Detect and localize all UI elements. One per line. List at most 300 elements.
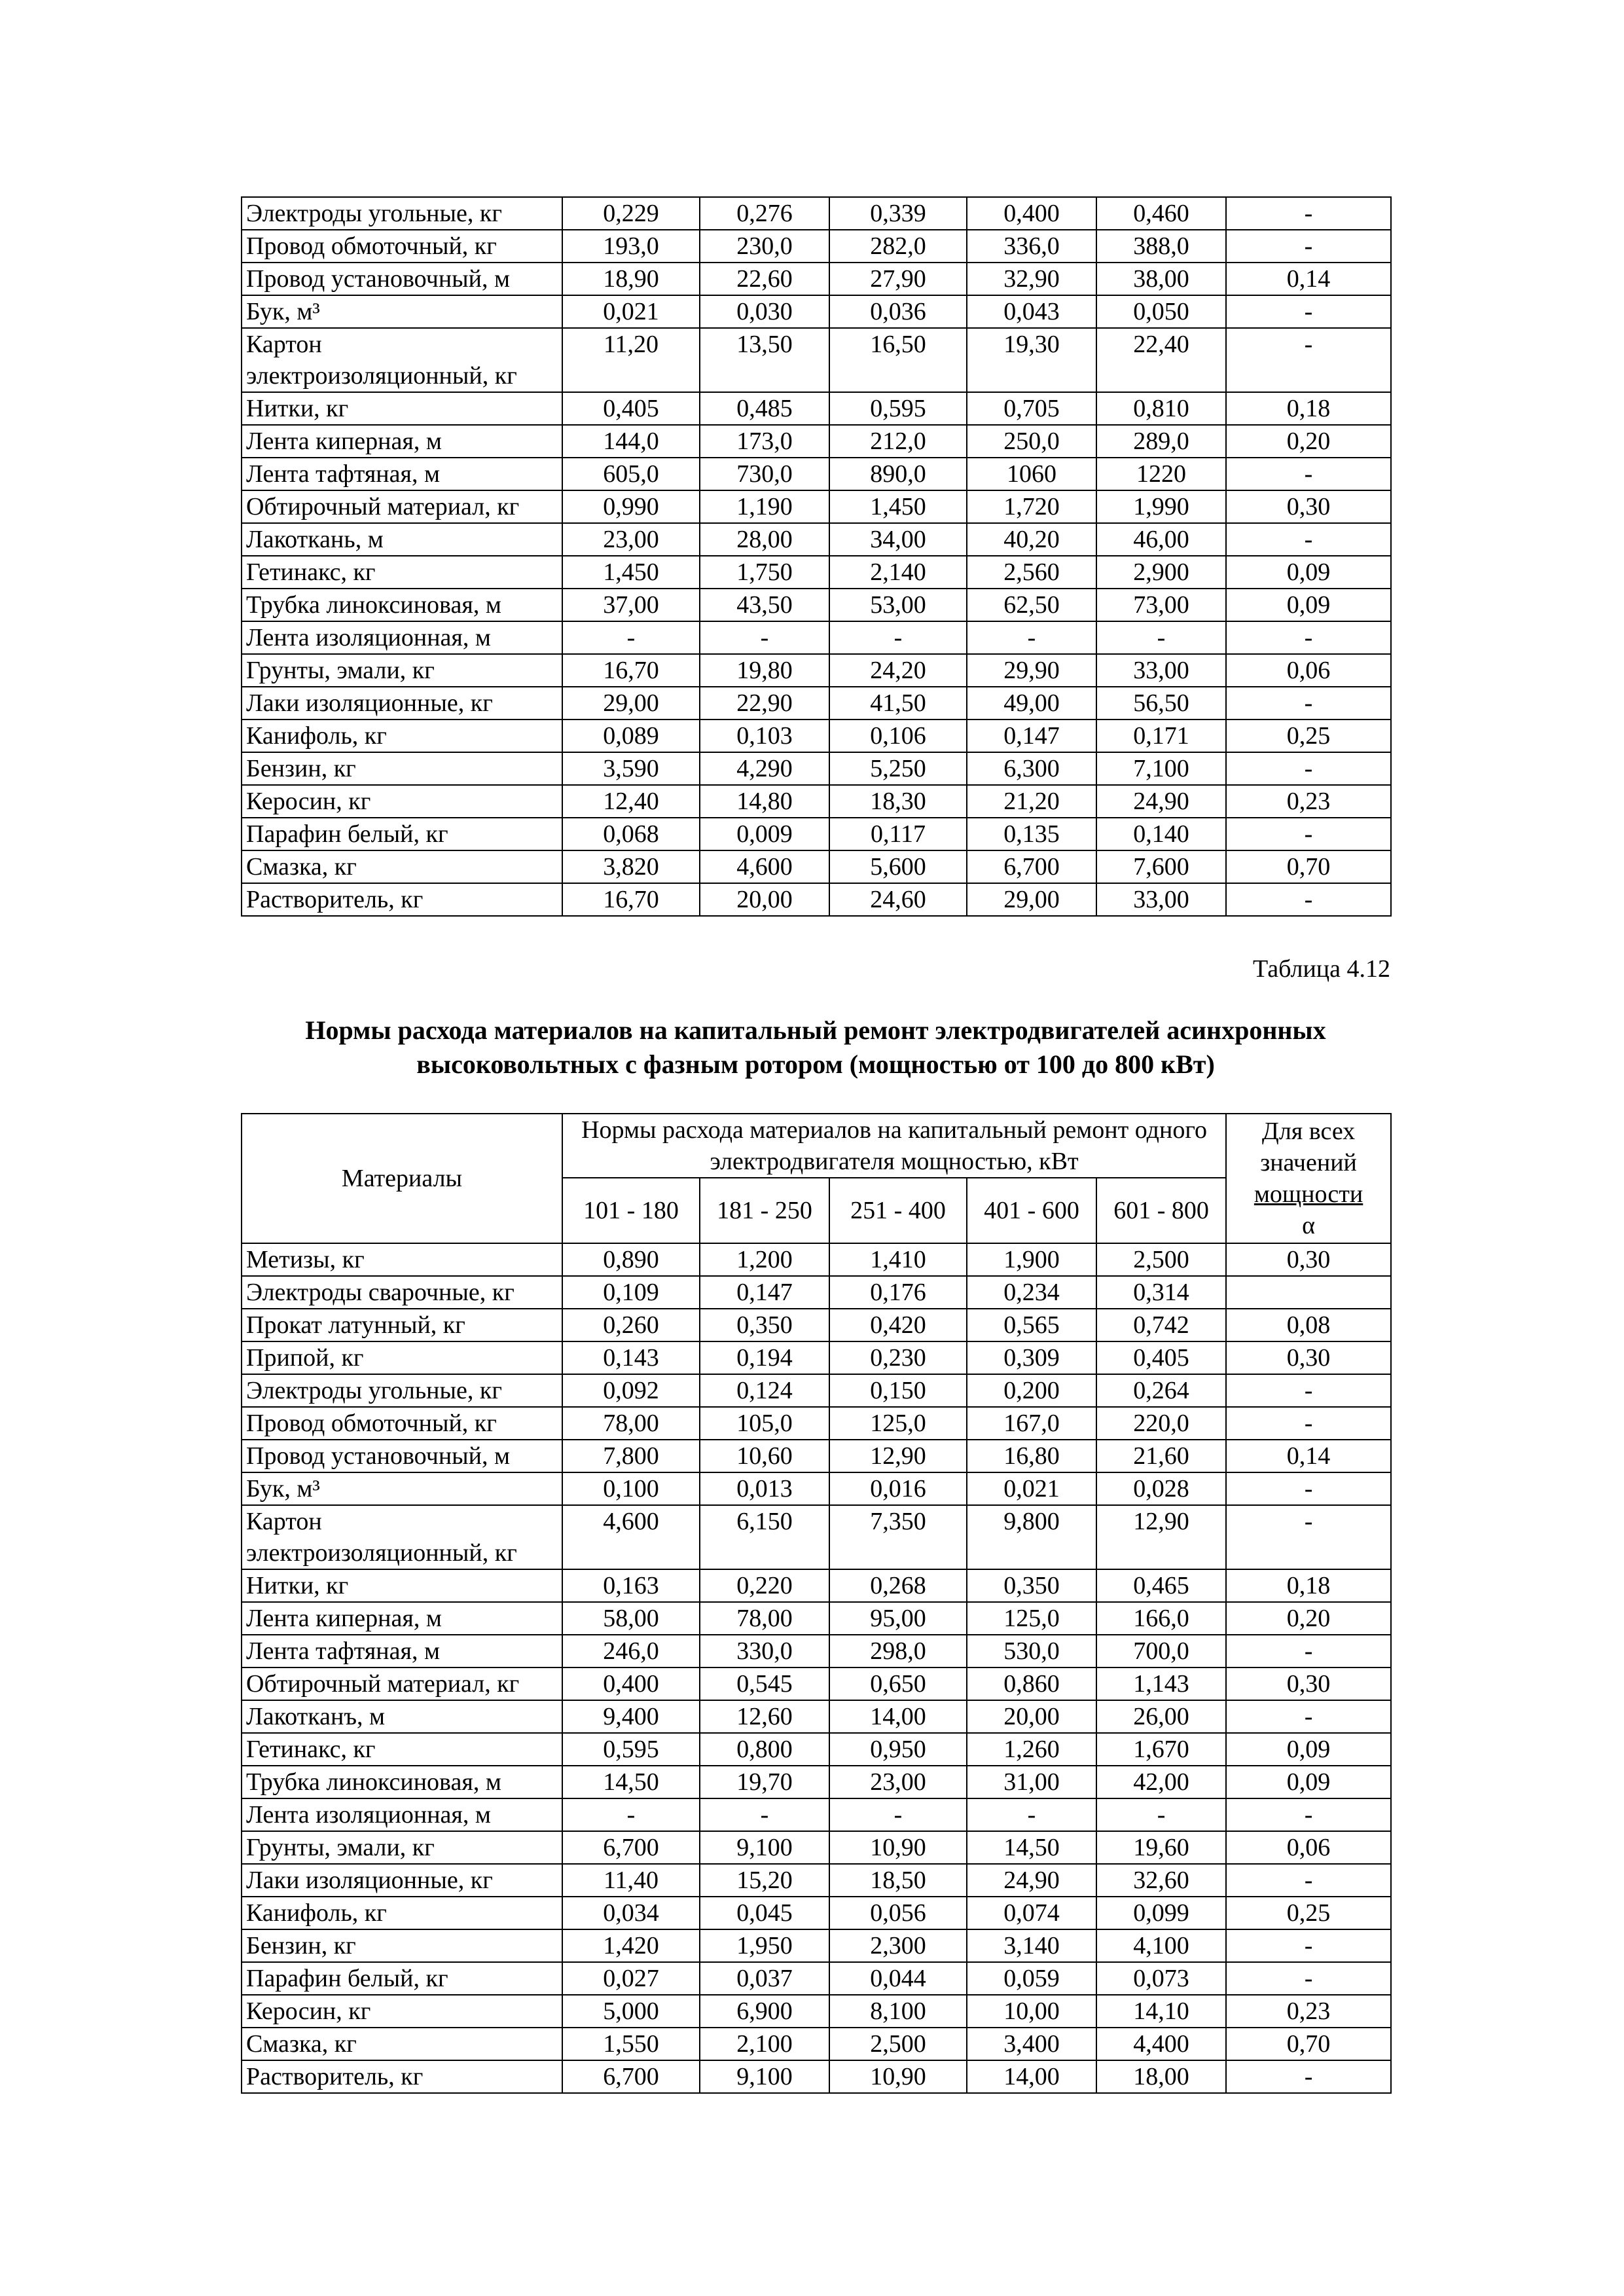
value-cell: -	[700, 1798, 829, 1831]
value-cell: -	[1096, 621, 1226, 654]
table-row	[242, 230, 1391, 263]
alpha-cell: -	[1226, 687, 1391, 720]
value-cell: 9,100	[700, 2060, 829, 2093]
value-cell: 336,0	[967, 230, 1096, 263]
value-cell: 12,60	[700, 1700, 829, 1733]
value-cell: 125,0	[967, 1602, 1096, 1635]
value-cell: 890,0	[829, 458, 967, 490]
table-row	[242, 1407, 1391, 1440]
value-cell: 0,037	[700, 1962, 829, 1995]
value-cell: 700,0	[1096, 1635, 1226, 1667]
material-name-cell: Лакоткань, м	[242, 523, 562, 556]
value-cell: 2,500	[829, 2028, 967, 2060]
value-cell: 4,600	[700, 850, 829, 883]
value-cell: 0,650	[829, 1667, 967, 1700]
value-cell: 22,40	[1096, 328, 1226, 392]
table-top-body	[242, 197, 1391, 916]
alpha-cell: 0,23	[1226, 1995, 1391, 2028]
value-cell: 0,276	[700, 197, 829, 230]
value-cell: 1,670	[1096, 1733, 1226, 1766]
value-cell: 13,50	[700, 328, 829, 392]
value-cell: -	[1096, 1798, 1226, 1831]
alpha-cell: -	[1226, 1635, 1391, 1667]
value-cell: 0,400	[967, 197, 1096, 230]
material-name-cell: Грунты, эмали, кг	[242, 1831, 562, 1864]
value-cell: 33,00	[1096, 654, 1226, 687]
value-cell: 0,234	[967, 1276, 1096, 1309]
table-row	[242, 328, 1391, 392]
value-cell: 0,860	[967, 1667, 1096, 1700]
alpha-cell: -	[1226, 1864, 1391, 1897]
value-cell: 28,00	[700, 523, 829, 556]
value-cell: 2,100	[700, 2028, 829, 2060]
value-cell: 10,00	[967, 1995, 1096, 2028]
value-cell: 1220	[1096, 458, 1226, 490]
alpha-cell: -	[1226, 197, 1391, 230]
value-cell: 6,300	[967, 752, 1096, 785]
material-name-cell: Картон электроизоляционный, кг	[242, 1505, 562, 1569]
table-row	[242, 1635, 1391, 1667]
value-cell: 0,163	[562, 1569, 700, 1602]
value-cell: 0,045	[700, 1897, 829, 1929]
value-cell: 4,290	[700, 752, 829, 785]
value-cell: 0,485	[700, 392, 829, 425]
alpha-cell: 0,23	[1226, 785, 1391, 818]
material-name-cell: Провод установочный, м	[242, 1440, 562, 1472]
value-cell: 12,90	[829, 1440, 967, 1472]
alpha-cell: -	[1226, 1472, 1391, 1505]
materials-norms-table	[241, 1113, 1392, 2094]
value-cell: 193,0	[562, 230, 700, 263]
material-name-cell: Бензин, кг	[242, 1929, 562, 1962]
value-cell: 43,50	[700, 589, 829, 621]
material-name-cell: Нитки, кг	[242, 392, 562, 425]
alpha-cell: 0,70	[1226, 2028, 1391, 2060]
value-cell: 0,100	[562, 1472, 700, 1505]
value-cell: 0,073	[1096, 1962, 1226, 1995]
alpha-cell: 0,08	[1226, 1309, 1391, 1341]
value-cell: 22,90	[700, 687, 829, 720]
value-cell: 46,00	[1096, 523, 1226, 556]
material-name-cell: Бук, м³	[242, 1472, 562, 1505]
header-power: мощности	[1254, 1180, 1363, 1208]
table-row	[242, 720, 1391, 752]
material-name-cell: Керосин, кг	[242, 1995, 562, 2028]
value-cell: 6,150	[700, 1505, 829, 1569]
value-cell: 1,950	[700, 1929, 829, 1962]
table-number: Таблица 4.12	[1252, 955, 1390, 983]
material-name-cell: Парафин белый, кг	[242, 1962, 562, 1995]
material-name-cell: Парафин белый, кг	[242, 818, 562, 850]
value-cell: 0,027	[562, 1962, 700, 1995]
material-name-cell: Электроды угольные, кг	[242, 1374, 562, 1407]
value-cell: 1,410	[829, 1243, 967, 1276]
value-cell: 1,450	[829, 490, 967, 523]
table-row	[242, 818, 1391, 850]
value-cell: 0,465	[1096, 1569, 1226, 1602]
value-cell: 23,00	[829, 1766, 967, 1798]
value-cell: 0,050	[1096, 295, 1226, 328]
table-row	[242, 654, 1391, 687]
value-cell: 1,143	[1096, 1667, 1226, 1700]
value-cell: 6,700	[562, 2060, 700, 2093]
value-cell: 12,40	[562, 785, 700, 818]
value-cell: 14,80	[700, 785, 829, 818]
value-cell: 38,00	[1096, 263, 1226, 295]
alpha-cell: 0,06	[1226, 654, 1391, 687]
value-cell: 0,021	[967, 1472, 1096, 1505]
table-row	[242, 1569, 1391, 1602]
value-cell: 0,092	[562, 1374, 700, 1407]
value-cell: 3,400	[967, 2028, 1096, 2060]
value-cell: 18,50	[829, 1864, 967, 1897]
value-cell: 15,20	[700, 1864, 829, 1897]
value-cell: 0,420	[829, 1309, 967, 1341]
value-cell: 21,20	[967, 785, 1096, 818]
table-row	[242, 687, 1391, 720]
value-cell: 0,705	[967, 392, 1096, 425]
alpha-cell: 0,14	[1226, 263, 1391, 295]
alpha-cell: -	[1226, 458, 1391, 490]
alpha-cell: -	[1226, 818, 1391, 850]
value-cell: 37,00	[562, 589, 700, 621]
alpha-cell: -	[1226, 1700, 1391, 1733]
value-cell: 73,00	[1096, 589, 1226, 621]
value-cell: -	[562, 1798, 700, 1831]
material-name-cell: Растворитель, кг	[242, 2060, 562, 2093]
table-row	[242, 1798, 1391, 1831]
alpha-cell: -	[1226, 2060, 1391, 2093]
table-row	[242, 1897, 1391, 1929]
value-cell: 0,229	[562, 197, 700, 230]
value-cell: 1,550	[562, 2028, 700, 2060]
value-cell: 0,950	[829, 1733, 967, 1766]
table-row	[242, 1602, 1391, 1635]
value-cell: 105,0	[700, 1407, 829, 1440]
value-cell: 29,00	[562, 687, 700, 720]
table-row	[242, 1995, 1391, 2028]
value-cell: 0,016	[829, 1472, 967, 1505]
value-cell: 0,135	[967, 818, 1096, 850]
value-cell: 1,260	[967, 1733, 1096, 1766]
table-row	[242, 556, 1391, 589]
material-name-cell: Обтирочный материал, кг	[242, 490, 562, 523]
table-row	[242, 458, 1391, 490]
material-name-cell: Лаки изоляционные, кг	[242, 1864, 562, 1897]
value-cell: 78,00	[562, 1407, 700, 1440]
value-cell: 78,00	[700, 1602, 829, 1635]
alpha-cell: 0,30	[1226, 490, 1391, 523]
value-cell: 0,143	[562, 1341, 700, 1374]
table-row	[242, 1962, 1391, 1995]
value-cell: 16,80	[967, 1440, 1096, 1472]
table-row	[242, 295, 1391, 328]
value-cell: 3,820	[562, 850, 700, 883]
header-range: 401 - 600	[967, 1178, 1096, 1243]
header-range: 181 - 250	[700, 1178, 829, 1243]
value-cell: 730,0	[700, 458, 829, 490]
value-cell: 0,800	[700, 1733, 829, 1766]
value-cell: 0,013	[700, 1472, 829, 1505]
value-cell: 0,350	[700, 1309, 829, 1341]
table-row	[242, 425, 1391, 458]
value-cell: 53,00	[829, 589, 967, 621]
value-cell: 0,742	[1096, 1309, 1226, 1341]
value-cell: 0,230	[829, 1341, 967, 1374]
value-cell: 40,20	[967, 523, 1096, 556]
value-cell: 0,056	[829, 1897, 967, 1929]
value-cell: 2,300	[829, 1929, 967, 1962]
material-name-cell: Обтирочный материал, кг	[242, 1667, 562, 1700]
header-materials: Материалы	[242, 1114, 562, 1243]
alpha-cell: 0,06	[1226, 1831, 1391, 1864]
value-cell: 0,565	[967, 1309, 1096, 1341]
value-cell: 0,171	[1096, 720, 1226, 752]
value-cell: 23,00	[562, 523, 700, 556]
table-row	[242, 1472, 1391, 1505]
value-cell: 330,0	[700, 1635, 829, 1667]
table-row	[242, 1276, 1391, 1309]
value-cell: 56,50	[1096, 687, 1226, 720]
value-cell: 220,0	[1096, 1407, 1226, 1440]
value-cell: 1,750	[700, 556, 829, 589]
value-cell: 27,90	[829, 263, 967, 295]
value-cell: 0,595	[829, 392, 967, 425]
value-cell: 24,60	[829, 883, 967, 916]
material-name-cell: Прокат латунный, кг	[242, 1309, 562, 1341]
table-row	[242, 1831, 1391, 1864]
value-cell: 0,099	[1096, 1897, 1226, 1929]
value-cell: 8,100	[829, 1995, 967, 2028]
material-name-cell: Грунты, эмали, кг	[242, 654, 562, 687]
value-cell: 16,50	[829, 328, 967, 392]
alpha-cell: 0,09	[1226, 589, 1391, 621]
value-cell: 7,350	[829, 1505, 967, 1569]
material-name-cell: Метизы, кг	[242, 1243, 562, 1276]
table-row	[242, 1440, 1391, 1472]
value-cell: 3,590	[562, 752, 700, 785]
value-cell: 3,140	[967, 1929, 1096, 1962]
value-cell: 125,0	[829, 1407, 967, 1440]
value-cell: 14,00	[829, 1700, 967, 1733]
table-row	[242, 752, 1391, 785]
alpha-cell: 0,25	[1226, 1897, 1391, 1929]
value-cell: 0,200	[967, 1374, 1096, 1407]
value-cell: 58,00	[562, 1602, 700, 1635]
alpha-cell: -	[1226, 883, 1391, 916]
value-cell: 11,20	[562, 328, 700, 392]
value-cell: 16,70	[562, 654, 700, 687]
value-cell: 282,0	[829, 230, 967, 263]
value-cell: 0,194	[700, 1341, 829, 1374]
material-name-cell: Трубка линоксиновая, м	[242, 589, 562, 621]
value-cell: 19,80	[700, 654, 829, 687]
alpha-cell: 0,18	[1226, 1569, 1391, 1602]
table-title: Нормы расхода материалов на капитальный ремонт электродвигателей асинхронных высоковольтных с фазным ротором (мощностью от 100 до 800 кВт)	[305, 1015, 1326, 1079]
value-cell: 0,150	[829, 1374, 967, 1407]
table-row	[242, 490, 1391, 523]
value-cell: 18,90	[562, 263, 700, 295]
value-cell: 29,00	[967, 883, 1096, 916]
material-name-cell: Нитки, кг	[242, 1569, 562, 1602]
value-cell: 1,200	[700, 1243, 829, 1276]
value-cell: 167,0	[967, 1407, 1096, 1440]
value-cell: 32,60	[1096, 1864, 1226, 1897]
material-name-cell: Провод установочный, м	[242, 263, 562, 295]
value-cell: 62,50	[967, 589, 1096, 621]
value-cell: 0,990	[562, 490, 700, 523]
table-row	[242, 1929, 1391, 1962]
value-cell: 0,314	[1096, 1276, 1226, 1309]
table-row	[242, 883, 1391, 916]
value-cell: 0,460	[1096, 197, 1226, 230]
value-cell: 41,50	[829, 687, 967, 720]
alpha-cell: 0,14	[1226, 1440, 1391, 1472]
value-cell: 14,00	[967, 2060, 1096, 2093]
value-cell: 0,545	[700, 1667, 829, 1700]
material-name-cell: Керосин, кг	[242, 785, 562, 818]
value-cell: 32,90	[967, 263, 1096, 295]
value-cell: 0,268	[829, 1569, 967, 1602]
value-cell: 388,0	[1096, 230, 1226, 263]
value-cell: 0,109	[562, 1276, 700, 1309]
table-row	[242, 1505, 1391, 1569]
value-cell: 0,089	[562, 720, 700, 752]
value-cell: 0,220	[700, 1569, 829, 1602]
value-cell: 6,700	[967, 850, 1096, 883]
value-cell: 2,500	[1096, 1243, 1226, 1276]
value-cell: 0,339	[829, 197, 967, 230]
value-cell: 29,90	[967, 654, 1096, 687]
material-name-cell: Электроды угольные, кг	[242, 197, 562, 230]
value-cell: 14,10	[1096, 1995, 1226, 2028]
value-cell: 24,90	[1096, 785, 1226, 818]
value-cell: 0,103	[700, 720, 829, 752]
table-bottom-body	[242, 1243, 1391, 2093]
value-cell: 22,60	[700, 263, 829, 295]
table-row	[242, 1733, 1391, 1766]
value-cell: 166,0	[1096, 1602, 1226, 1635]
material-name-cell: Электроды сварочные, кг	[242, 1276, 562, 1309]
header-alpha: α	[1302, 1212, 1315, 1239]
value-cell: 49,00	[967, 687, 1096, 720]
value-cell: 2,560	[967, 556, 1096, 589]
header-range: 101 - 180	[562, 1178, 700, 1243]
value-cell: 0,059	[967, 1962, 1096, 1995]
value-cell: 1,990	[1096, 490, 1226, 523]
value-cell: 20,00	[700, 883, 829, 916]
value-cell: 1,450	[562, 556, 700, 589]
alpha-cell: 0,20	[1226, 425, 1391, 458]
table-row	[242, 523, 1391, 556]
value-cell: -	[967, 1798, 1096, 1831]
alpha-cell: -	[1226, 1505, 1391, 1569]
material-name-cell: Гетинакс, кг	[242, 556, 562, 589]
value-cell: 31,00	[967, 1766, 1096, 1798]
alpha-cell: 0,30	[1226, 1341, 1391, 1374]
table-row	[242, 589, 1391, 621]
value-cell: 10,90	[829, 2060, 967, 2093]
value-cell: 0,028	[1096, 1472, 1226, 1505]
table-row	[242, 2028, 1391, 2060]
alpha-cell: -	[1226, 295, 1391, 328]
value-cell: 10,90	[829, 1831, 967, 1864]
value-cell: 0,400	[562, 1667, 700, 1700]
value-cell: 0,124	[700, 1374, 829, 1407]
alpha-cell: 0,09	[1226, 556, 1391, 589]
table-header	[242, 1114, 1391, 1243]
value-cell: 289,0	[1096, 425, 1226, 458]
value-cell: -	[829, 621, 967, 654]
value-cell: 0,890	[562, 1243, 700, 1276]
value-cell: 0,074	[967, 1897, 1096, 1929]
table-row	[242, 1864, 1391, 1897]
value-cell: 7,600	[1096, 850, 1226, 883]
value-cell: 33,00	[1096, 883, 1226, 916]
material-name-cell: Смазка, кг	[242, 850, 562, 883]
value-cell: 250,0	[967, 425, 1096, 458]
value-cell: 6,700	[562, 1831, 700, 1864]
value-cell: 5,600	[829, 850, 967, 883]
value-cell: 24,20	[829, 654, 967, 687]
value-cell: 605,0	[562, 458, 700, 490]
value-cell: 246,0	[562, 1635, 700, 1667]
header-norms: Нормы расхода материалов на капитальный ремонт одного электродвигателя мощностью, кВт	[562, 1114, 1226, 1178]
alpha-cell: -	[1226, 1407, 1391, 1440]
value-cell: -	[700, 621, 829, 654]
value-cell: 5,250	[829, 752, 967, 785]
value-cell: 14,50	[562, 1766, 700, 1798]
table-row	[242, 1341, 1391, 1374]
value-cell: 16,70	[562, 883, 700, 916]
value-cell: 0,036	[829, 295, 967, 328]
material-name-cell: Смазка, кг	[242, 2028, 562, 2060]
value-cell: 0,405	[1096, 1341, 1226, 1374]
value-cell: 298,0	[829, 1635, 967, 1667]
value-cell: 0,264	[1096, 1374, 1226, 1407]
value-cell: -	[562, 621, 700, 654]
value-cell: 0,034	[562, 1897, 700, 1929]
header-all-values	[1226, 1114, 1391, 1243]
table-row	[242, 621, 1391, 654]
value-cell: 0,106	[829, 720, 967, 752]
table-row	[242, 2060, 1391, 2093]
value-cell: -	[967, 621, 1096, 654]
material-name-cell: Лаки изоляционные, кг	[242, 687, 562, 720]
table-row	[242, 1766, 1391, 1798]
material-name-cell: Гетинакс, кг	[242, 1733, 562, 1766]
value-cell: 12,90	[1096, 1505, 1226, 1569]
material-name-cell: Канифоль, кг	[242, 1897, 562, 1929]
material-name-cell: Лента изоляционная, м	[242, 621, 562, 654]
value-cell: 10,60	[700, 1440, 829, 1472]
value-cell: 5,000	[562, 1995, 700, 2028]
value-cell: 26,00	[1096, 1700, 1226, 1733]
value-cell: 9,800	[967, 1505, 1096, 1569]
material-name-cell: Растворитель, кг	[242, 883, 562, 916]
value-cell: 11,40	[562, 1864, 700, 1897]
alpha-cell: 0,30	[1226, 1243, 1391, 1276]
value-cell: 0,147	[700, 1276, 829, 1309]
alpha-cell: 0,09	[1226, 1733, 1391, 1766]
table-row	[242, 785, 1391, 818]
alpha-cell: -	[1226, 230, 1391, 263]
header-all-values-text: Для всех значений	[1260, 1118, 1357, 1176]
value-cell: 1,900	[967, 1243, 1096, 1276]
alpha-cell: -	[1226, 1798, 1391, 1831]
value-cell: 0,009	[700, 818, 829, 850]
value-cell: 21,60	[1096, 1440, 1226, 1472]
